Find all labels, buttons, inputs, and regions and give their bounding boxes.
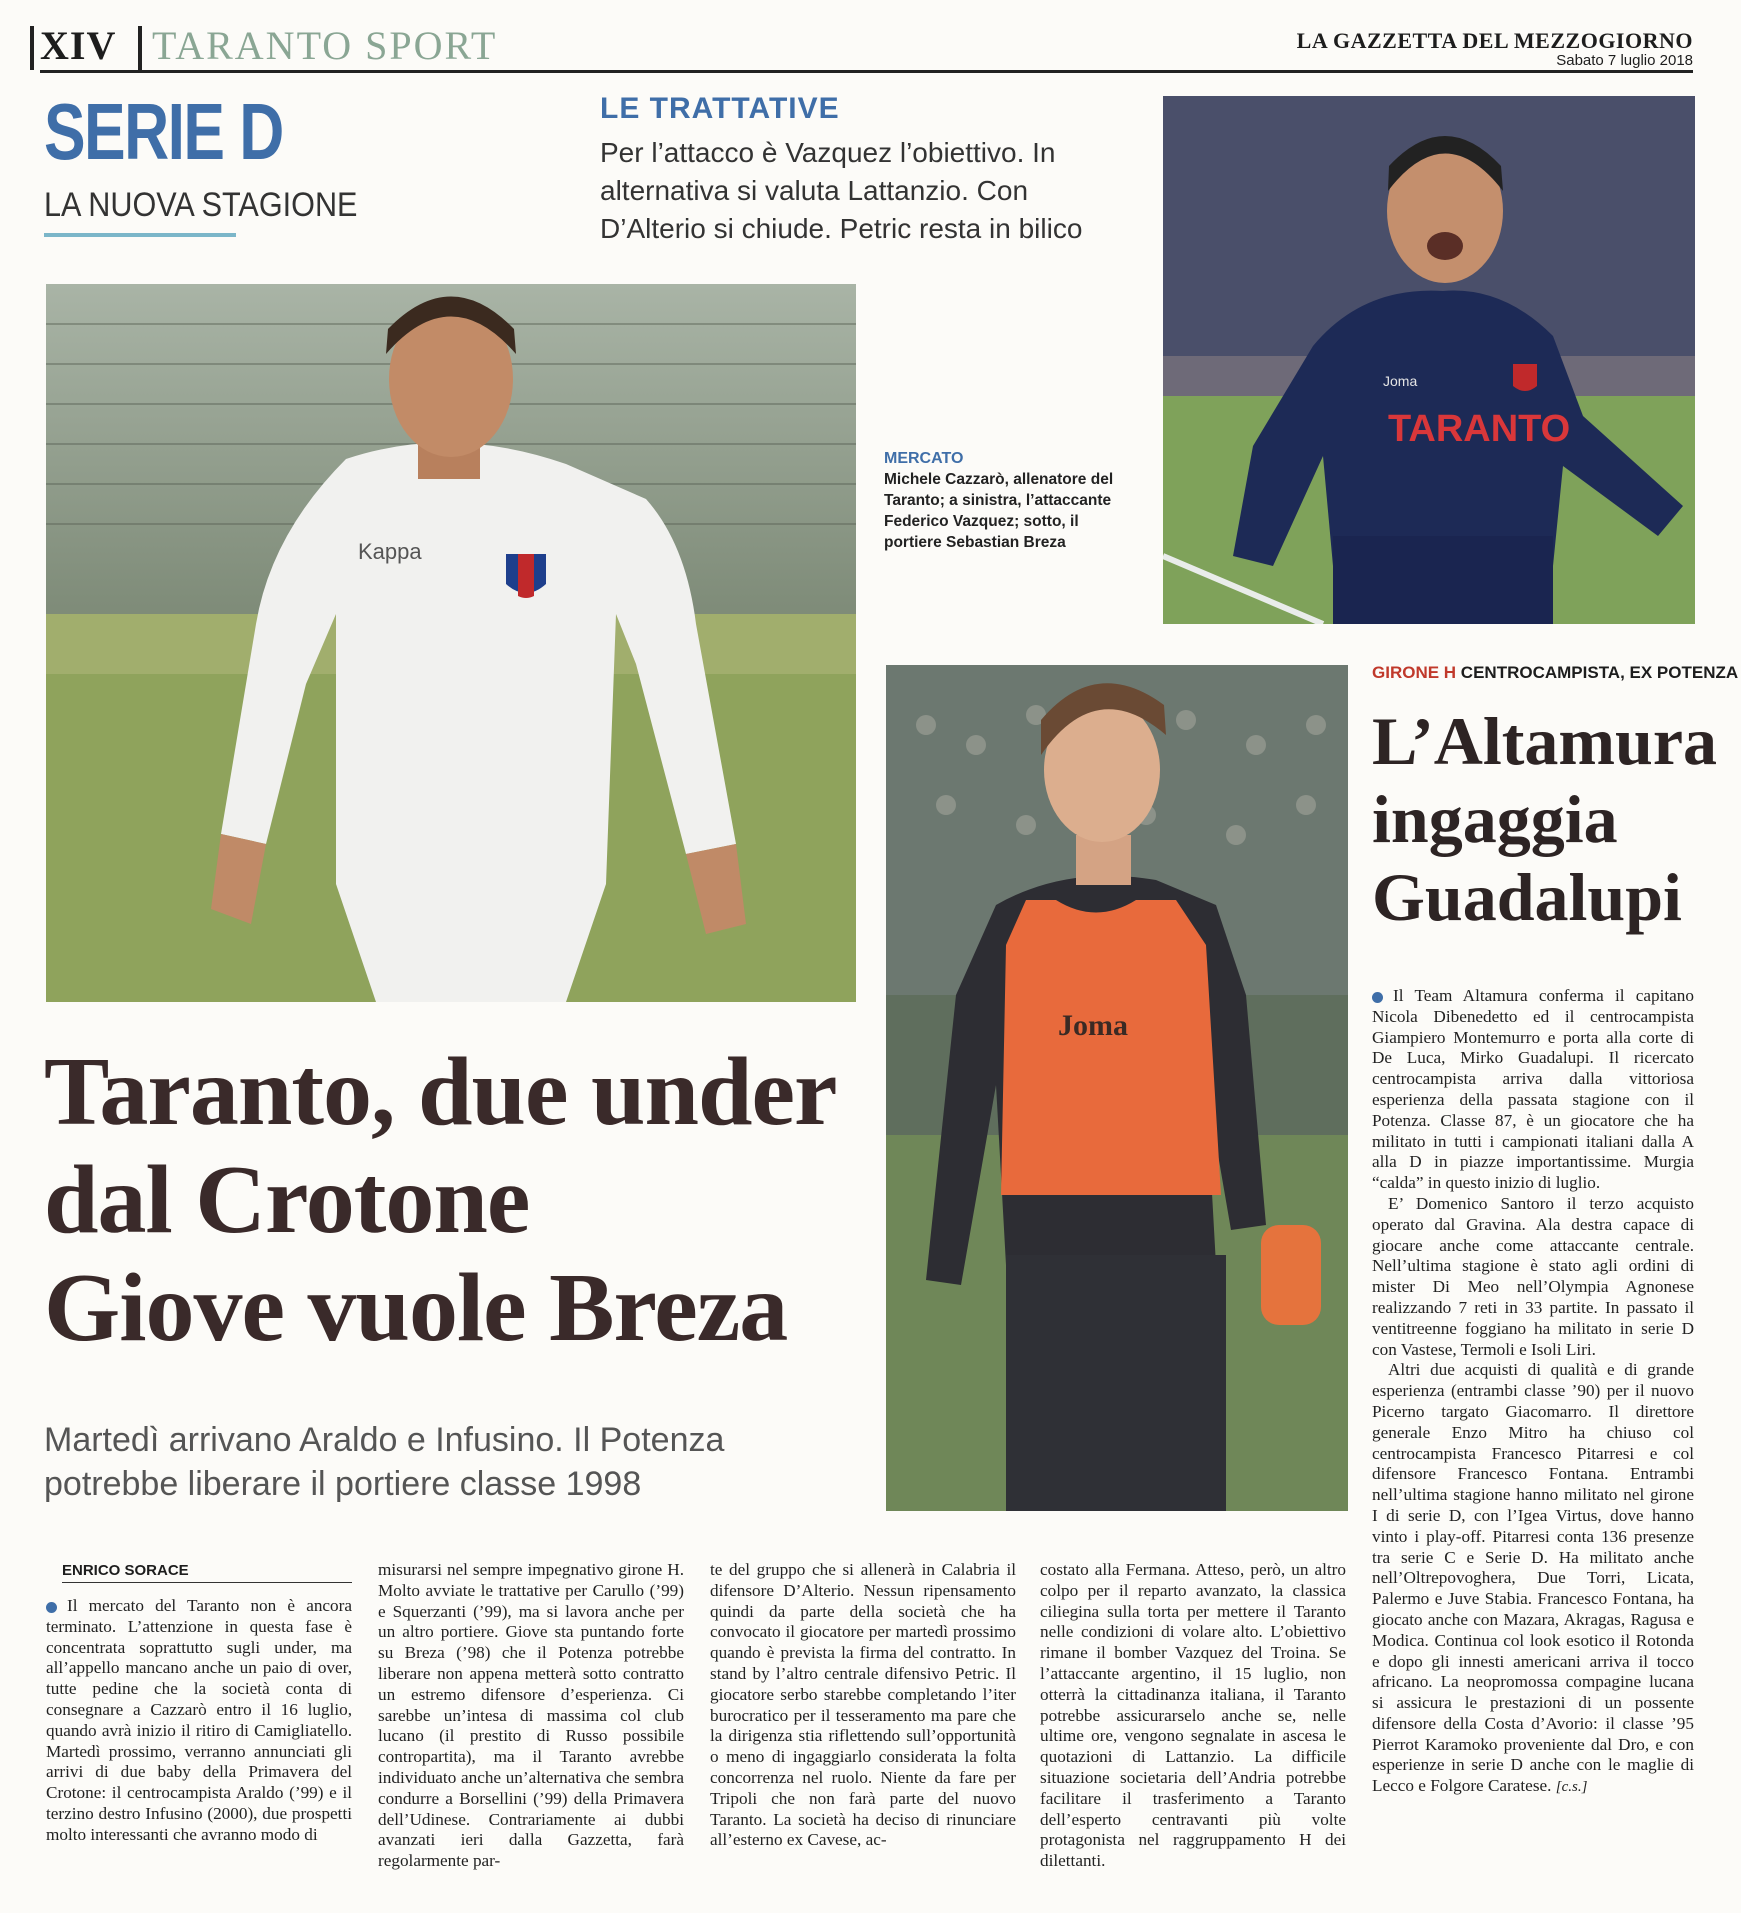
page-number: XIV	[40, 23, 117, 68]
trattative-text: Per l’attacco è Vazquez l’obiettivo. In alternativa si valuta Lattanzio. Con D’Alterio si chiude. Petric resta in bilico	[600, 137, 1083, 244]
side-paragraph: Altri due acquisti di qualità e di grande esperienza (entrambi classe ’90) per il nuovo Picerno targato Giacomarro. Il direttore generale Enzo Mitro ha chiuso col centrocampista Francesco Pitarresi e col difensore Francesco Fontana. Entrambi nell’ultima stagione hanno militato nel girone I di serie D, con l’Igea Virtus, dove hanno vinto i play-off. Pitarresi conta 136 presenze tra serie C e Serie D. Ha militato anche nell’Oltrepovoghera, Due Torri, Licata, Palermo e Juve Stabia. Francesco Fontana, ha giocato anche con Mazara, Akragas, Ragusa e Modica. Continua col look esotico il Rotonda e dopo gli innesti americani arriva il tocco africano. La neopromossa compagine lucana si assicura le prestazioni di un possente difensore della Costa d’Avorio: il classe ’95 Pierrot Karamoko proveniente dal Dro, e con esperienze in serie D anche con le maglie di Lecco e Folgore Caratese.	[1372, 1360, 1694, 1796]
caption-text: Michele Cazzarò, allenatore del Taranto; a sinistra, l’attaccante Federico Vazquez; sotto, il portiere Sebastian Breza	[884, 471, 1114, 551]
side-paragraph: E’ Domenico Santoro il terzo acquisto operato dal Gravina. Ala destra capace di giocare anche come attaccante centrale. Nell’ultima stagione è stato agli ordini di mister Di Meo nell’Olympia Agnonese realizzando 7 reti in 33 partite. In passato il ventitreenne foggiano ha militato in serie D con Vastese, Termoli e Isoli Liri.	[1372, 1193, 1694, 1359]
column-text: costato alla Fermana. Atteso, però, un altro colpo per il reparto avanzato, la classica ciliegina sulla torta per mettere il Taranto nelle condizioni di volare alto. L’obiettivo rimane il bomber Vazquez del Troina. Se l’attaccante argentino, il 15 luglio, non otterrà la cittadinanza italiana, il Taranto potrebbe assicurarselo anche se, nelle ultime ore, vengono segnalate in ascesa le quotazioni di Lattanzio. La difficile situazione societaria dell’Andria potrebbe facilitare il trasferimento a Taranto dell’esperto centravanti più volte protagonista nel raggruppamento H dei dilettanti.	[1040, 1560, 1346, 1871]
byline-rule	[62, 1582, 352, 1583]
jacket-brand: Joma	[1383, 373, 1418, 389]
article-column-4	[1040, 1560, 1346, 1872]
main-subhead: Martedì arrivano Araldo e Infusino. Il Potenza potrebbe liberare il portiere classe 1998	[44, 1421, 725, 1503]
side-kicker-text: CENTROCAMPISTA, EX POTENZA	[1460, 663, 1739, 682]
column-text: te del gruppo che si allenerà in Calabria il difensore D’Alterio. Nessun ripensamento quindi da parte della società che ha convocato il giocatore per martedì prossimo quando è prevista la firma del contratto. In stand by l’altro centrale difensivo Petric. Il giocatore serbo starebbe completando l’iter burocratico per il tesseramento ma pare che la dirigenza stia riflettendo sull’opportunità o meno di ingaggiarlo considerata la folta concorrenza nel ruolo. Niente da fare per Tripoli che non farà parte del nuovo Taranto. La società ha deciso di rinunciare all’esterno ex Cavese, ac-	[710, 1560, 1016, 1850]
kicker-rule	[44, 233, 236, 237]
headline-line: Giove vuole Breza	[44, 1254, 788, 1362]
side-kicker-red: GIRONE H	[1372, 663, 1457, 682]
jersey-brand: Kappa	[358, 539, 422, 564]
main-headline	[44, 1038, 864, 1362]
article-column-2	[378, 1560, 684, 1872]
bullet-icon	[46, 1602, 57, 1613]
side-headline	[1372, 702, 1718, 936]
side-kicker	[1372, 663, 1738, 683]
signature: [c.s.]	[1555, 1779, 1588, 1796]
header-divider	[30, 26, 34, 70]
article-column-3	[710, 1560, 1016, 1851]
masthead: LA GAZZETTA DEL MEZZOGIORNO	[1296, 28, 1693, 53]
issue-date: Sabato 7 luglio 2018	[1556, 52, 1693, 69]
photo-breza	[886, 665, 1348, 1511]
photo-vazquez	[46, 284, 856, 1002]
photo-cazzaro	[1163, 96, 1695, 624]
bib-brand: Joma	[1058, 1009, 1128, 1042]
headline-line: dal Crotone	[44, 1146, 530, 1254]
bullet-icon	[1372, 992, 1383, 1003]
jacket-text: TARANTO	[1388, 408, 1571, 450]
side-headline-line: Guadalupi	[1372, 859, 1682, 935]
article-column-1	[46, 1596, 352, 1846]
section-title: TARANTO SPORT	[152, 23, 498, 68]
caption-label: MERCATO	[884, 450, 964, 467]
kicker-title: SERIE D	[44, 87, 283, 176]
column-text: misurarsi nel sempre impegnativo girone H. Molto avviate le trattative per Carullo (’99) e Squerzanti (’99), ma si lavora anche per un altro portiere. Giove sta puntando forte su Breza (’98) che il Potenza potrebbe liberare non appena metterà sotto contratto un estremo difensore d’esperienza. Ci sarebbe un’intesa di massima col club lucano (il prestito di Russo possibile contropartita), ma il Taranto avrebbe individuato anche un’alternativa che sembra condurre a Borsellini (’99) della Primavera dell’Udinese. Contrariamente ai dubbi avanzati ieri dalla Gazzetta, farà regolarmente par-	[378, 1560, 684, 1871]
header-divider	[138, 26, 142, 70]
side-headline-line: L’Altamura	[1372, 703, 1718, 779]
headline-line: Taranto, due under	[44, 1038, 837, 1146]
kicker-subtitle: LA NUOVA STAGIONE	[44, 186, 358, 224]
trattative-title: LE TRATTATIVE	[600, 92, 840, 125]
column-text: Il mercato del Taranto non è ancora terminato. L’attenzione in questa fase è concentrata soprattutto sugli under, ma all’appello mancano anche un paio di over, tutte pedine che la società conta di consegnare a Cazzarò entro il 16 luglio, quando avrà inizio il ritiro di Camigliatello. Martedì prossimo, verranno annunciati gli arrivi di due baby della Primavera del Crotone: il centrocampista Araldo (’99) e il terzino destro Infusino (2000), due prospetti molto interessanti che avranno modo di	[46, 1596, 352, 1844]
byline: ENRICO SORACE	[62, 1562, 189, 1579]
photo-caption	[884, 448, 1114, 553]
side-paragraph: Il Team Altamura conferma il capitano Nicola Dibenedetto ed il centrocampista Giampiero Montemurro e porta alla corte di De Luca, Mirko Guadalupi. Il ricercato centrocampista arriva dalla vittoriosa esperienza della passata stagione con il Potenza. Classe 87, è un giocatore che ha militato in tutti i campionati italiani dalla A alla D in piazze importantissime. Murgia “calda” in questo inizio di luglio.	[1372, 986, 1694, 1193]
side-article-body	[1372, 986, 1694, 1798]
header-rule	[40, 70, 1693, 73]
side-headline-line: ingaggia	[1372, 781, 1618, 857]
